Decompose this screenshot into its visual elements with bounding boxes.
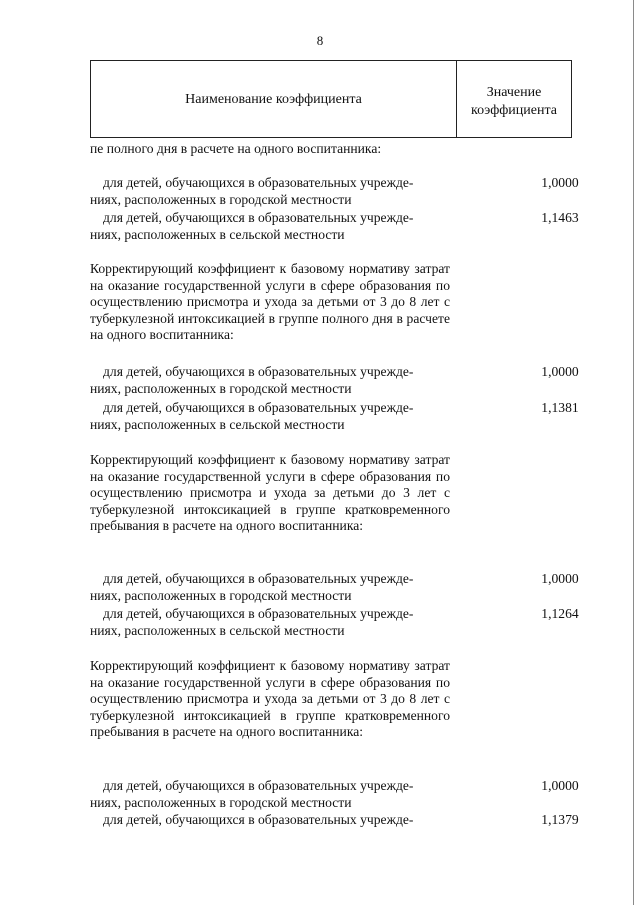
row-line2: ниях, расположенных в городской местности: [90, 191, 352, 207]
row-description: [90, 778, 450, 811]
row-line1: для детей, обучающихся в образовательных учрежде-: [103, 606, 414, 621]
row-value: 1,0000: [541, 364, 579, 379]
row-value: 1,1379: [541, 812, 579, 827]
row-description: [90, 606, 450, 639]
scan-edge-line: [633, 0, 634, 905]
row-line1: для детей, обучающихся в образовательных учрежде-: [103, 210, 414, 225]
row-value: 1,0000: [541, 571, 579, 586]
row-value: 1,1381: [541, 400, 579, 415]
page-number: 8: [316, 33, 324, 48]
continuation-text: пе полного дня в расчете на одного воспитанника:: [90, 141, 382, 156]
row-description: [90, 571, 450, 604]
row-line1: для детей, обучающихся в образовательных учрежде-: [103, 175, 414, 190]
section-heading: Корректирующий коэффициент к базовому нормативу затрат на оказание государственной услуги в сфере образования по осуществлению присмотра и ухода за детьми от 3 до 8 лет с туберкулезной интоксикацией в группе полного дня в расчете на одного воспитанника:: [90, 261, 450, 342]
row-line1: для детей, обучающихся в образовательных учрежде-: [103, 364, 414, 379]
section-heading: Корректирующий коэффициент к базовому нормативу затрат на оказание государственной услуги в сфере образования по осуществлению присмотра и ухода за детьми от 3 до 8 лет с туберкулезной интоксикацией в группе кратковременного пребывания в расчете на одного воспитанника:: [90, 658, 450, 739]
row-value: 1,1264: [541, 606, 579, 621]
section-heading: Корректирующий коэффициент к базовому нормативу затрат на оказание государственной услуги в сфере образования по осуществлению присмотра и ухода за детьми до 3 лет с туберкулезной интоксикацией в группе кратковременного пребывания в расчете на одного воспитанника:: [90, 452, 450, 533]
row-line1: для детей, обучающихся в образовательных учрежде-: [103, 400, 414, 415]
row-line2: ниях, расположенных в сельской местности: [90, 226, 345, 242]
header-value-line2: коэффициента: [471, 103, 557, 118]
row-value: 1,0000: [541, 175, 579, 190]
header-name-column: Наименование коэффициента: [185, 92, 362, 107]
header-value-line1: Значение: [486, 85, 542, 100]
row-line2: ниях, расположенных в городской местности: [90, 380, 352, 396]
row-description: [90, 364, 450, 397]
row-line1: для детей, обучающихся в образовательных учрежде-: [103, 778, 414, 793]
row-line2: ниях, расположенных в городской местности: [90, 794, 352, 810]
row-description: [90, 210, 450, 243]
row-description: [90, 400, 450, 433]
row-line1: для детей, обучающихся в образовательных учрежде-: [103, 812, 414, 827]
row-line2: ниях, расположенных в сельской местности: [90, 622, 345, 638]
row-line2: ниях, расположенных в сельской местности: [90, 416, 345, 432]
row-value: 1,0000: [541, 778, 579, 793]
row-value: 1,1463: [541, 210, 579, 225]
row-line1: для детей, обучающихся в образовательных учрежде-: [103, 571, 414, 586]
coefficient-table-header: [90, 60, 572, 138]
row-description: [90, 175, 450, 208]
row-description: [90, 812, 450, 829]
header-value-column: [457, 84, 571, 120]
row-line2: ниях, расположенных в городской местности: [90, 587, 352, 603]
